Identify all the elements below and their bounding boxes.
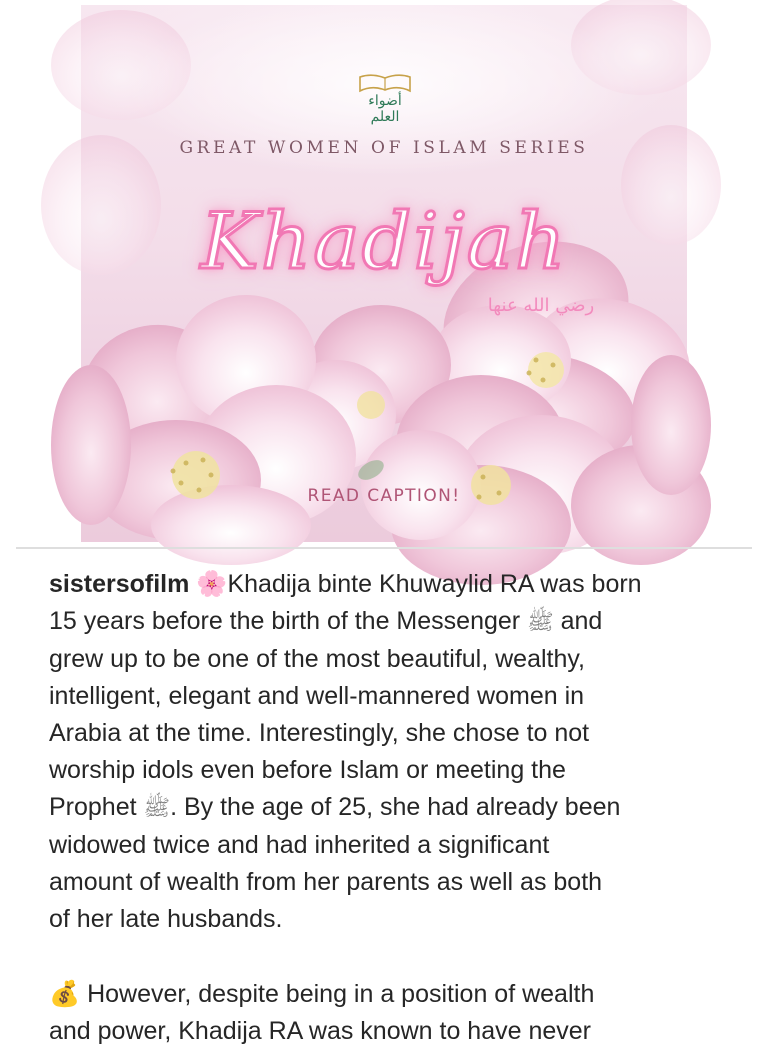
caption-line: worship idols even before Islam or meeting the bbox=[49, 756, 566, 784]
caption-line: and power, Khadija RA was known to have never bbox=[49, 1017, 592, 1045]
cherry-blossom-icon: 🌸 bbox=[196, 569, 228, 598]
caption-line bbox=[49, 789, 729, 827]
arabic-subtitle: رضي الله عنها bbox=[487, 295, 595, 316]
money-bag-icon: 💰 bbox=[49, 979, 81, 1008]
series-title: GREAT WOMEN OF ISLAM SERIES bbox=[179, 138, 589, 158]
caption-line: of her late husbands. bbox=[49, 905, 283, 933]
brand-logo bbox=[354, 71, 416, 131]
post-caption bbox=[49, 565, 729, 1050]
logo-text: أضواء العلم bbox=[368, 93, 402, 125]
read-caption-text: READ CAPTION! bbox=[307, 486, 461, 506]
caption-text: and bbox=[560, 607, 603, 635]
caption-text: Khadija binte Khuwaylid RA was born bbox=[227, 570, 642, 598]
caption-text: 15 years before the birth of the Messenger bbox=[49, 607, 521, 635]
name-title: Khadijah bbox=[200, 197, 568, 287]
caption-line bbox=[49, 565, 729, 603]
caption-text: However, despite being in a position of wealth bbox=[87, 980, 595, 1008]
pbuh-ligature-icon: ﷺ bbox=[143, 796, 171, 821]
pbuh-ligature-icon: ﷺ bbox=[527, 610, 554, 635]
caption-line: amount of wealth from her parents as well as both bbox=[49, 868, 603, 896]
open-book-icon bbox=[354, 71, 416, 95]
post-image[interactable] bbox=[81, 5, 687, 542]
caption-line: widowed twice and had inherited a significant bbox=[49, 831, 550, 859]
caption-text: Prophet bbox=[49, 793, 137, 821]
caption-line bbox=[49, 603, 729, 641]
caption-line: Arabia at the time. Interestingly, she chose to not bbox=[49, 719, 590, 747]
paragraph-break bbox=[49, 938, 729, 975]
caption-line bbox=[49, 975, 729, 1013]
username-link[interactable]: sistersofilm bbox=[49, 570, 190, 598]
caption-text: . By the age of 25, she had already been bbox=[170, 793, 621, 821]
caption-line: grew up to be one of the most beautiful, wealthy, bbox=[49, 645, 585, 673]
divider bbox=[16, 547, 752, 549]
caption-line: intelligent, elegant and well-mannered women in bbox=[49, 682, 585, 710]
